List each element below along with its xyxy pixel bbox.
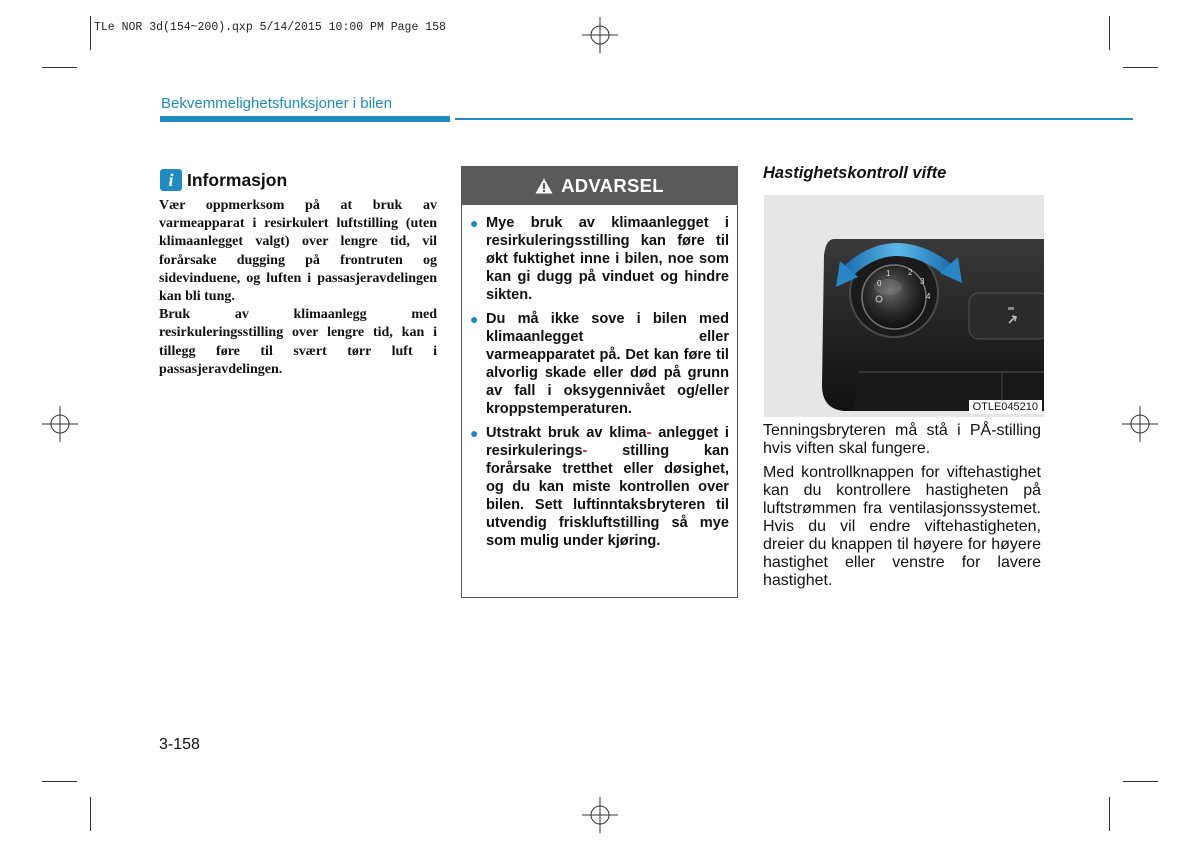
info-heading <box>160 168 287 192</box>
registration-mark-icon <box>582 17 618 53</box>
hyphen-mark: - <box>646 425 652 441</box>
section-rule-thick <box>160 116 450 122</box>
warning-item <box>470 310 729 418</box>
warning-box <box>461 166 738 598</box>
warning-list <box>462 205 737 550</box>
fan-control-photo <box>764 195 1044 417</box>
warning-title: ADVARSEL <box>561 175 664 196</box>
warning-item-text: Utstrakt bruk av klima <box>486 425 647 441</box>
right-paragraph: Med kontrollknappen for viftehastighet kan du kontrollere hastigheten på luftstrømmen fra ventilasjonssystemet. Hvis du vil endre viftehastigheten, dreier du knappen til høyere for høyere hastighet eller venstre for lavere hastighet. <box>763 464 1041 589</box>
info-icon: i <box>160 169 182 191</box>
knob-label: 0 <box>877 279 882 288</box>
knob-label: 4 <box>926 292 931 301</box>
crop-mark <box>1123 67 1158 68</box>
knob-label: 2 <box>908 268 913 277</box>
warning-item-text: Du må ikke sove i bilen med klimaanlegget eller varmeapparatet på. Det kan føre til alvorlig skade eller død på grunn av fall i oksygennivået og/eller kroppstemperaturen. <box>486 311 729 417</box>
info-body <box>159 197 437 379</box>
registration-mark-icon <box>42 406 78 442</box>
subsection-title: Hastighetskontroll vifte <box>763 164 947 182</box>
knob-label: 1 <box>886 269 891 278</box>
hyphen-mark: - <box>582 443 588 459</box>
warning-item-text: Mye bruk av klimaanlegget i resirkuleringsstilling kan føre til økt fuktighet inne i bilen, noe som kan gi dugg på vinduet og hindre sikten. <box>486 215 729 303</box>
image-code: OTLE045210 <box>969 400 1042 414</box>
info-paragraph: Bruk av klimaanlegg med resirkuleringsstilling over lengre tid, kan i tillegg føre til svært tørr luft i passasjeravdelingen. <box>159 307 437 377</box>
warning-triangle-icon <box>535 178 553 194</box>
right-paragraph: Tenningsbryteren må stå i PÅ-stilling hvis viften skal fungere. <box>763 422 1041 457</box>
warning-item <box>470 424 729 550</box>
right-body <box>763 422 1041 596</box>
fan-knob-illustration <box>764 195 1044 417</box>
warning-item-text: anlegget i resirkulerings <box>486 425 729 459</box>
knob-label: 3 <box>920 277 925 286</box>
registration-mark-icon <box>582 797 618 833</box>
crop-mark <box>90 16 91 50</box>
crop-mark <box>1123 781 1158 782</box>
warning-item-text: stilling kan forårsake tretthet eller døsighet, og du kan miste kontrollen over bilen. Sett luftinntaksbryteren til utvendig friskluftstilling så mye som mulig under kjøring. <box>486 443 729 549</box>
print-slug: TLe NOR 3d(154~200).qxp 5/14/2015 10:00 PM Page 158 <box>94 21 446 34</box>
page-number: 3-158 <box>159 736 200 753</box>
section-rule-thin <box>455 118 1133 120</box>
crop-mark <box>90 797 91 831</box>
info-paragraph: Vær oppmerksom på at bruk av varmeapparat i resirkulert luftstilling (uten klimaanlegget valgt) over lengre tid, vil forårsake dugging på frontruten og sidevinduene, og luften i passasjeravdelingen kan bli tung. <box>159 198 437 305</box>
bullet-icon: ● <box>470 215 479 231</box>
crop-mark <box>42 781 77 782</box>
registration-mark-icon <box>1122 406 1158 442</box>
section-title: Bekvemmelighetsfunksjoner i bilen <box>161 95 392 112</box>
warning-item <box>470 214 729 304</box>
bullet-icon: ● <box>470 311 479 327</box>
crop-mark <box>1109 16 1110 50</box>
crop-mark <box>42 67 77 68</box>
warning-header <box>462 167 737 205</box>
bullet-icon: ● <box>470 425 479 441</box>
info-title: Informasjon <box>187 169 288 190</box>
crop-mark <box>1109 797 1110 831</box>
